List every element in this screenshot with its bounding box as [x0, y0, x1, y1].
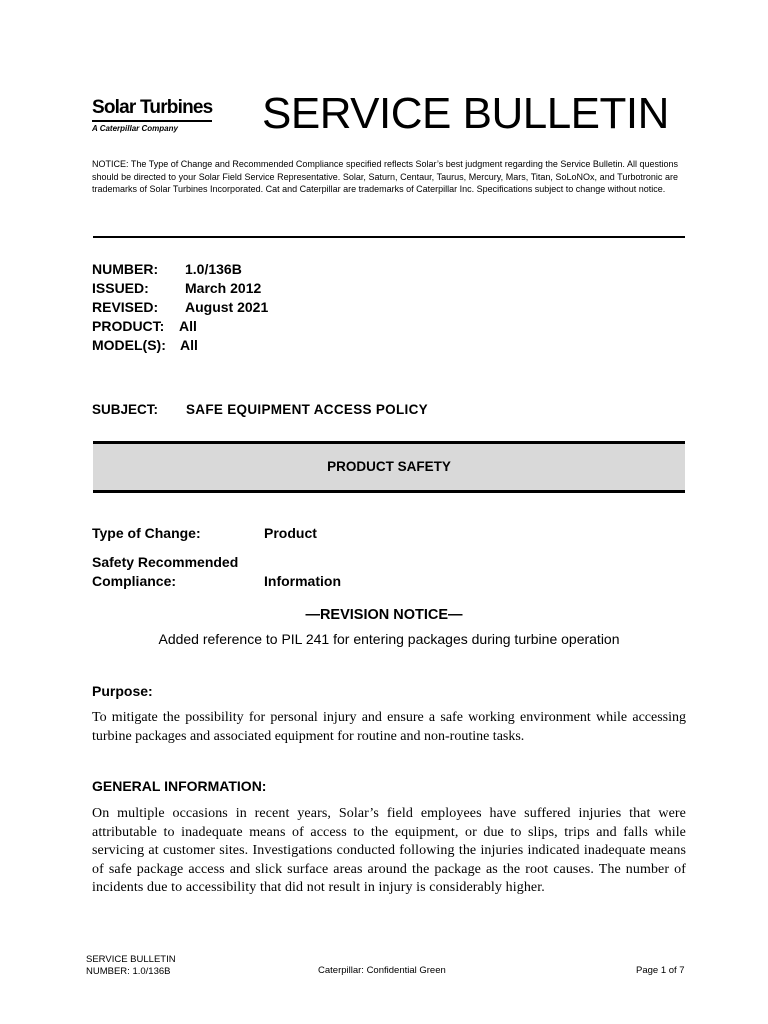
general-information-text: On multiple occasions in recent years, Solar’s field employees have suffered injuries that were attributable to inadequate means of access to the equipment, or due to slips, trips and falls while servicing at customer sites. Investigations conducted following the injuries indicated inadequate means of safe package access and slick surface areas around the package as the root causes. The number of incidents due to accessibility that did not result in injury is considerably higher. — [92, 806, 686, 896]
footer-bulletin-id — [86, 954, 176, 977]
subject-label: SUBJECT: — [92, 402, 159, 417]
meta-models-label: MODEL(S): — [92, 337, 166, 353]
header-divider — [93, 236, 685, 238]
page-title: SERVICE BULLETIN — [262, 89, 669, 138]
meta-number-label: NUMBER: — [92, 261, 159, 277]
meta-number-value: 1.0/136B — [185, 261, 242, 277]
purpose-text: To mitigate the possibility for personal injury and ensure a safe working environment while accessing turbine packages and associated equipment for routine and non-routine tasks. — [92, 710, 686, 744]
logo-tagline: A Caterpillar Company — [92, 123, 178, 133]
solar-turbines-logo — [92, 98, 214, 134]
meta-models-value: All — [180, 337, 198, 353]
meta-product-label: PRODUCT: — [92, 318, 165, 334]
meta-revised-value: August 2021 — [185, 299, 269, 315]
footer-left-line2: NUMBER: 1.0/136B — [86, 965, 171, 977]
type-of-change-value: Product — [264, 525, 317, 541]
type-of-change-label: Type of Change: — [92, 525, 201, 541]
compliance-label-2: Compliance: — [92, 573, 177, 589]
compliance-value: Information — [264, 573, 341, 589]
meta-issued-label: ISSUED: — [92, 280, 149, 296]
notice-text: NOTICE: The Type of Change and Recommended Compliance specified reflects Solar’s best judgment regarding the Service Bulletin. All questions should be directed to your Solar Field Service Representative. Solar, Saturn, Centaur, Taurus, Mercury, Mars, Titan, SoLoNOx, and Turbotronic are trademarks of Solar Turbines Incorporated. Cat and Caterpillar are trademarks of Caterpillar Inc. Specifications subject to change without notice. — [92, 159, 678, 194]
footer-page-number: Page 1 of 7 — [636, 965, 685, 976]
subject-value: SAFE EQUIPMENT ACCESS POLICY — [186, 402, 428, 417]
general-information-heading: GENERAL INFORMATION: — [92, 778, 267, 794]
revision-notice-title: —REVISION NOTICE— — [305, 607, 463, 623]
compliance-label-1: Safety Recommended — [92, 554, 239, 570]
revision-notice-text: Added reference to PIL 241 for entering packages during turbine operation — [158, 631, 620, 647]
banner-text: PRODUCT SAFETY — [327, 459, 451, 474]
footer-classification: Caterpillar: Confidential Green — [318, 965, 446, 976]
logo-rule — [92, 120, 212, 122]
product-safety-banner — [93, 441, 685, 493]
meta-revised-label: REVISED: — [92, 299, 159, 315]
purpose-heading: Purpose: — [92, 683, 153, 699]
logo-name: Solar Turbines — [92, 97, 213, 118]
meta-product-value: All — [179, 318, 197, 334]
meta-issued-value: March 2012 — [185, 280, 262, 296]
footer-left-line1: SERVICE BULLETIN — [86, 954, 176, 965]
